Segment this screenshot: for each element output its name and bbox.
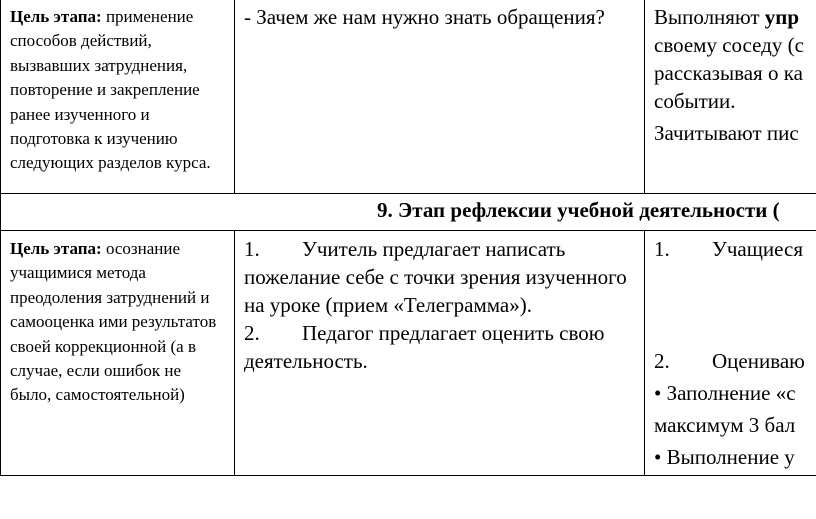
teacher-cell bbox=[235, 231, 645, 476]
goal-label: Цель этапа: bbox=[10, 7, 102, 26]
goal-cell bbox=[1, 231, 235, 476]
teacher-text: - Зачем же нам нужно знать обращения? bbox=[244, 5, 605, 29]
students-cell bbox=[645, 0, 816, 194]
bullet-line: максимум 3 бал bbox=[654, 413, 796, 437]
students-line: рассказывая о ка bbox=[654, 61, 803, 85]
item-text: Учитель предлагает написать пожелание себе с точки зрения изученного на уроке (прием «Телеграмма»). bbox=[244, 237, 627, 317]
stage-heading: 9. Этап рефлексии учебной деятельности ( bbox=[377, 198, 780, 222]
item-number: 2. bbox=[244, 321, 260, 345]
teacher-cell bbox=[235, 0, 645, 194]
table-row bbox=[1, 194, 816, 231]
goal-text: применение способов действий, вызвавших затруднения, повторение и закрепление ранее изученного и подготовка к изучению следующих разделов курса. bbox=[10, 7, 211, 173]
item-text: Учащиеся bbox=[712, 237, 803, 261]
students-cell bbox=[645, 231, 816, 476]
item-number: 1. bbox=[654, 237, 670, 261]
table-row bbox=[1, 0, 816, 194]
goal-cell bbox=[1, 0, 235, 194]
students-bold: упр bbox=[764, 5, 800, 29]
bullet-line: • Выполнение у bbox=[654, 445, 795, 469]
goal-text: осознание учащимися метода преодоления затруднений и самооценка ими результатов своей коррекционной (а в случае, если ошибок не было, самостоятельной) bbox=[10, 239, 217, 405]
bullet-line: • Заполнение «с bbox=[654, 381, 796, 405]
stage-heading-cell bbox=[1, 194, 816, 231]
students-line: своему соседу (с bbox=[654, 33, 804, 57]
list-item bbox=[244, 235, 636, 319]
goal-label: Цель этапа: bbox=[10, 239, 102, 258]
table-row bbox=[1, 231, 816, 476]
students-lead: Выполняют bbox=[654, 5, 765, 29]
students-line: Зачитывают пис bbox=[654, 121, 799, 145]
list-item bbox=[654, 347, 816, 375]
item-text: Педагог предлагает оценить свою деятельность. bbox=[244, 321, 605, 373]
item-number: 1. bbox=[244, 237, 260, 261]
students-line: событии. bbox=[654, 89, 736, 113]
list-item bbox=[244, 319, 636, 375]
item-number: 2. bbox=[654, 349, 670, 373]
item-text: Оцениваю bbox=[712, 349, 805, 373]
list-item bbox=[654, 235, 816, 263]
